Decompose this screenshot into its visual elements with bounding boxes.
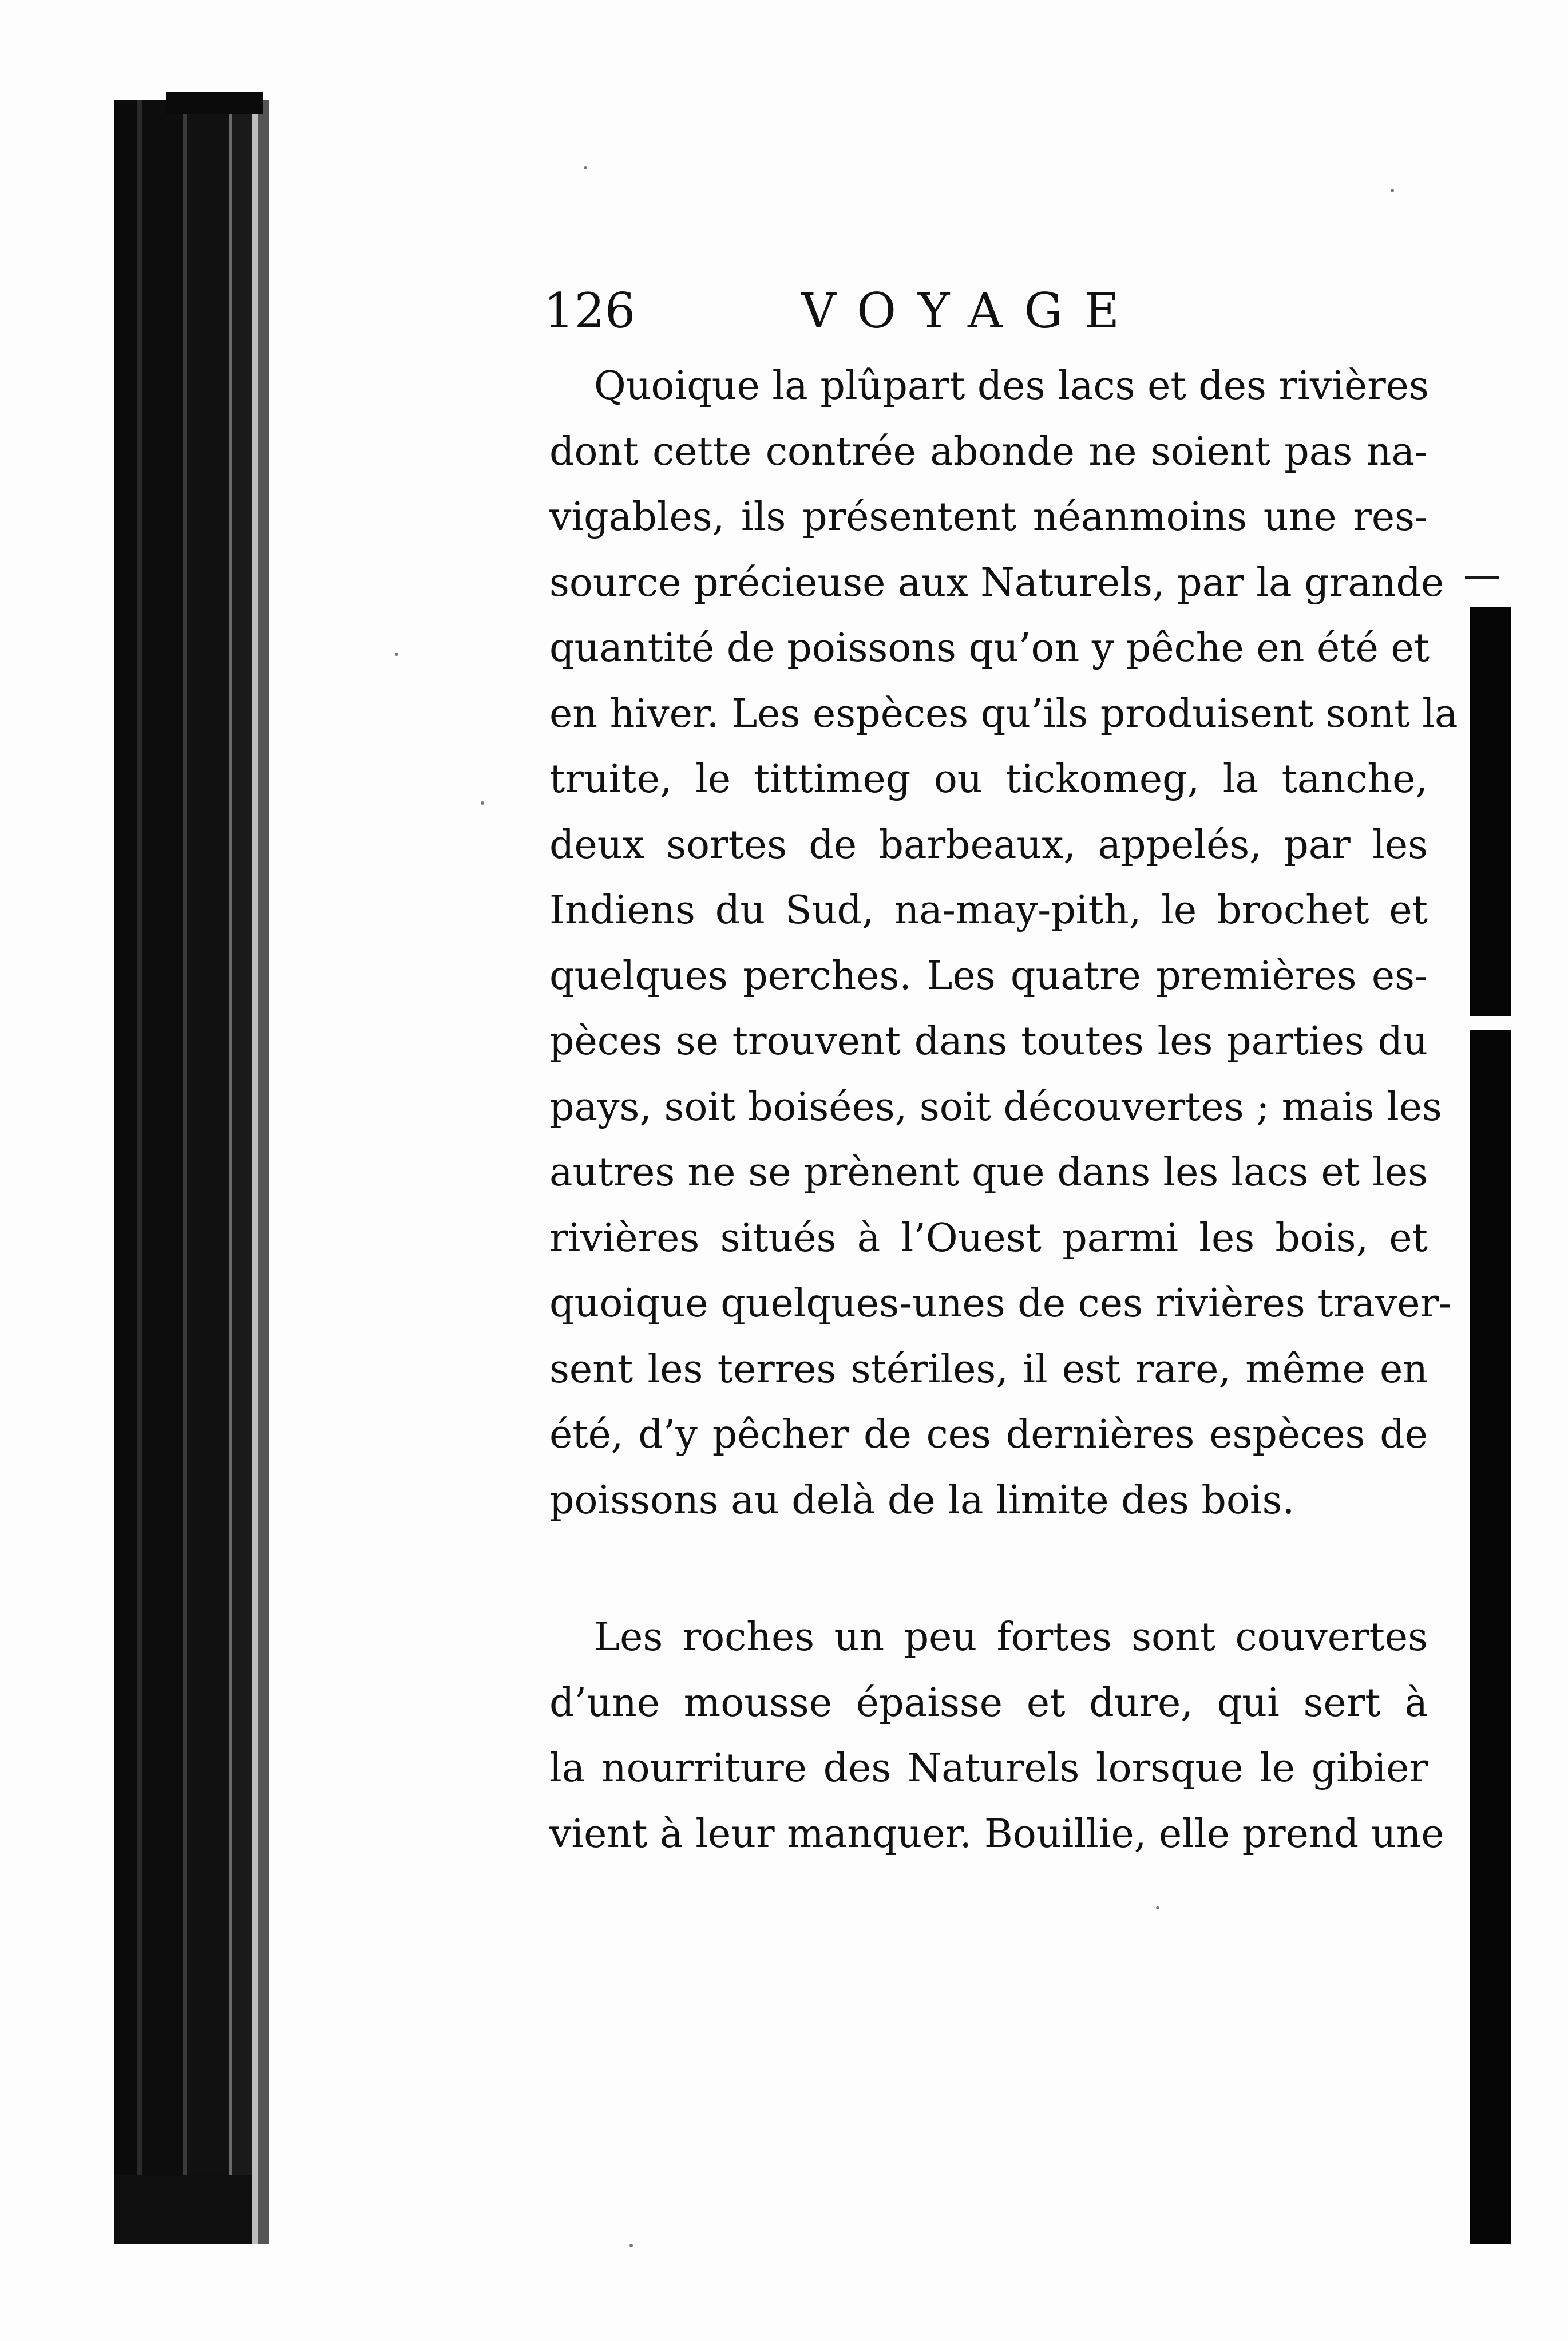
text-line: Les roches un peu fortes sont couvertes	[594, 1615, 1428, 1660]
right-edge-bar-top	[1470, 607, 1511, 1016]
binding-gutter-top	[166, 92, 263, 114]
text-line: pèces se trouvent dans toutes les parties du	[549, 1019, 1428, 1064]
text-line: Indiens du Sud, na-may-pith, le brochet et	[549, 888, 1428, 933]
right-edge-bar-bottom	[1470, 1030, 1511, 2244]
scan-speck	[395, 653, 398, 656]
text-line: sent les terres stériles, il est rare, même en	[549, 1346, 1428, 1392]
scan-speck	[584, 166, 587, 169]
text-line: vigables, ils présentent néanmoins une res-	[549, 495, 1428, 540]
running-head	[544, 279, 1431, 348]
scan-speck	[1391, 189, 1394, 192]
text-line: quelques perches. Les quatre premières es-	[549, 953, 1428, 999]
paragraph-1	[549, 354, 1458, 1533]
text-line: Quoique la plûpart des lacs et des rivières	[594, 363, 1429, 409]
binding-gutter	[114, 100, 269, 2244]
text-line: pays, soit boisées, soit découvertes ; mais les	[549, 1084, 1442, 1130]
text-line: dont cette contrée abonde ne soient pas na-	[549, 429, 1428, 474]
text-line: quoique quelques-unes de ces rivières traver-	[549, 1281, 1452, 1326]
right-edge-dash	[1465, 576, 1499, 579]
scan-speck	[481, 801, 484, 805]
page-number: 126	[544, 283, 636, 339]
text-line: vient à leur manquer. Bouillie, elle prend une	[549, 1811, 1444, 1857]
text-line: d’une mousse épaisse et dure, qui sert à	[549, 1680, 1428, 1726]
text-line: quantité de poissons qu’on y pêche en été et	[549, 626, 1430, 671]
text-line-last: poissons au delà de la limite des bois.	[549, 1477, 1295, 1523]
text-line: source précieuse aux Naturels, par la grande	[549, 560, 1444, 606]
scan-speck	[1156, 1906, 1159, 1909]
text-line: deux sortes de barbeaux, appelés, par les	[549, 822, 1428, 868]
binding-gutter-foot	[114, 2175, 252, 2244]
text-line: été, d’y pêcher de ces dernières espèces de	[549, 1412, 1428, 1457]
text-line: autres ne se prènent que dans les lacs et les	[549, 1150, 1428, 1195]
text-line: truite, le tittimeg ou tickomeg, la tanche,	[549, 757, 1428, 802]
paragraph-2	[549, 1605, 1444, 1867]
text-line: la nourriture des Naturels lorsque le gibier	[549, 1746, 1428, 1791]
running-title: VOYAGE	[801, 283, 1142, 339]
text-line: en hiver. Les espèces qu’ils produisent sont la	[549, 691, 1458, 737]
text-line: rivières situés à l’Ouest parmi les bois, et	[549, 1215, 1428, 1261]
body-text	[549, 354, 1458, 1867]
paragraph-gap	[549, 1533, 1428, 1605]
scan-speck	[629, 2244, 633, 2247]
